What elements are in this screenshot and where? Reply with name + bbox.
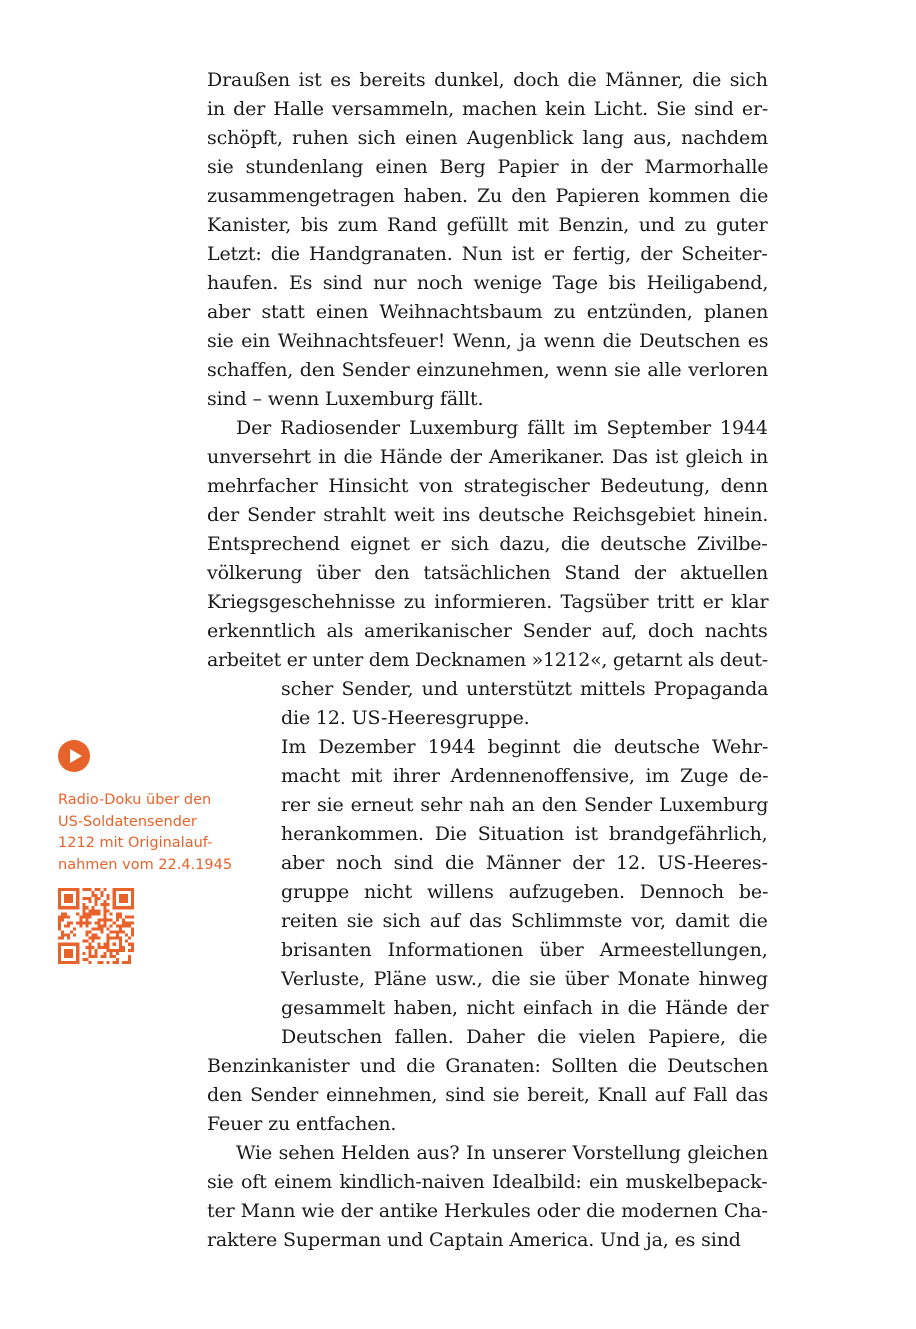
text-line: der Sender strahlt weit ins deutsche Reichsgebiet hinein. [207,504,769,526]
media-caption [58,790,232,877]
text-line: den Sender einnehmen, sind sie bereit, Knall auf Fall das [207,1084,769,1106]
text-line: Kriegsgeschehnisse zu informieren. Tagsüber tritt er klar [207,591,769,613]
text-line: aber statt einen Weihnachtsbaum zu entzünden, planen [207,301,769,323]
text-line: brisanten Informationen über Armeestellungen, [281,939,768,961]
text-line: Deutschen fallen. Daher die vielen Papiere, die [281,1026,768,1048]
caption-line: Radio-Doku über den [58,792,212,808]
play-icon[interactable] [58,740,90,772]
text-line: scher Sender, und unterstützt mittels Propaganda [281,678,769,700]
caption-line: US-Soldatensender [58,813,197,830]
text-line: macht mit ihrer Ardennenoffensive, im Zuge de- [281,765,769,787]
text-line: sie ein Weihnachtsfeuer! Wenn, ja wenn die Deutschen es [207,330,769,352]
text-line: ter Mann wie der antike Herkules oder die modernen Cha- [207,1200,768,1222]
text-line: Verluste, Pläne usw., die sie über Monate hinweg [281,968,768,990]
text-line: gesammelt haben, nicht einfach in die Hände der [281,997,769,1019]
text-line: in der Halle versammeln, machen kein Licht. Sie sind er- [207,98,769,120]
text-line: sie stundenlang einen Berg Papier in der Marmorhalle [207,156,769,178]
text-line: raktere Superman und Captain America. Und ja, es sind [207,1229,741,1251]
text-line: mehrfacher Hinsicht von strategischer Bedeutung, denn [207,475,768,497]
text-line: erkenntlich als amerikanischer Sender auf, doch nachts [207,620,768,642]
text-line: rer sie erneut sehr nah an den Sender Luxemburg [281,794,769,816]
text-line: Der Radiosender Luxemburg fällt im September 1944 [236,417,768,439]
text-line: Entsprechend eignet er sich dazu, die deutsche Zivilbe- [207,533,768,555]
text-line: Benzinkanister und die Granaten: Sollten die Deutschen [207,1055,769,1077]
text-line: arbeitet er unter dem Decknamen »1212«, getarnt als deut- [207,649,768,671]
text-line: aber noch sind die Männer der 12. US-Heeres- [281,852,768,874]
caption-line: 1212 mit Originalauf- [58,835,213,852]
text-line: Wie sehen Helden aus? In unserer Vorstellung gleichen [236,1142,769,1164]
qr-code-icon[interactable] [58,888,134,964]
text-line: haufen. Es sind nur noch wenige Tage bis Heiligabend, [207,272,769,294]
text-line: gruppe nicht willens aufzugeben. Dennoch be- [281,881,769,903]
text-line: schöpft, ruhen sich einen Augenblick lang aus, nachdem [207,127,768,149]
text-line: völkerung über den tatsächlichen Stand der aktuellen [207,562,769,584]
text-line: zusammengetragen haben. Zu den Papieren kommen die [207,185,769,207]
text-line: Feuer zu entfachen. [207,1113,397,1135]
caption-line: nahmen vom 22.4.1945 [58,857,233,874]
text-line: unversehrt in die Hände der Amerikaner. Das ist gleich in [207,446,769,468]
text-line: reiten sie sich auf das Schlimmste vor, damit die [281,910,768,932]
text-line: sind – wenn Luxemburg fällt. [207,388,484,410]
text-line: Letzt: die Handgranaten. Nun ist er fertig, der Scheiter- [207,243,768,265]
text-line: sie oft einem kindlich-naiven Idealbild: ein muskelbepack- [207,1171,768,1193]
text-line: Im Dezember 1944 beginnt die deutsche Wehr- [281,736,769,758]
text-line: Kanister, bis zum Rand gefüllt mit Benzin, und zu guter [207,214,768,236]
text-line: herankommen. Die Situation ist brandgefährlich, [281,823,768,845]
text-line: schaffen, den Sender einzunehmen, wenn sie alle verloren [207,359,769,381]
text-line: Draußen ist es bereits dunkel, doch die Männer, die sich [207,69,768,91]
text-line: die 12. US-Heeresgruppe. [281,707,530,729]
